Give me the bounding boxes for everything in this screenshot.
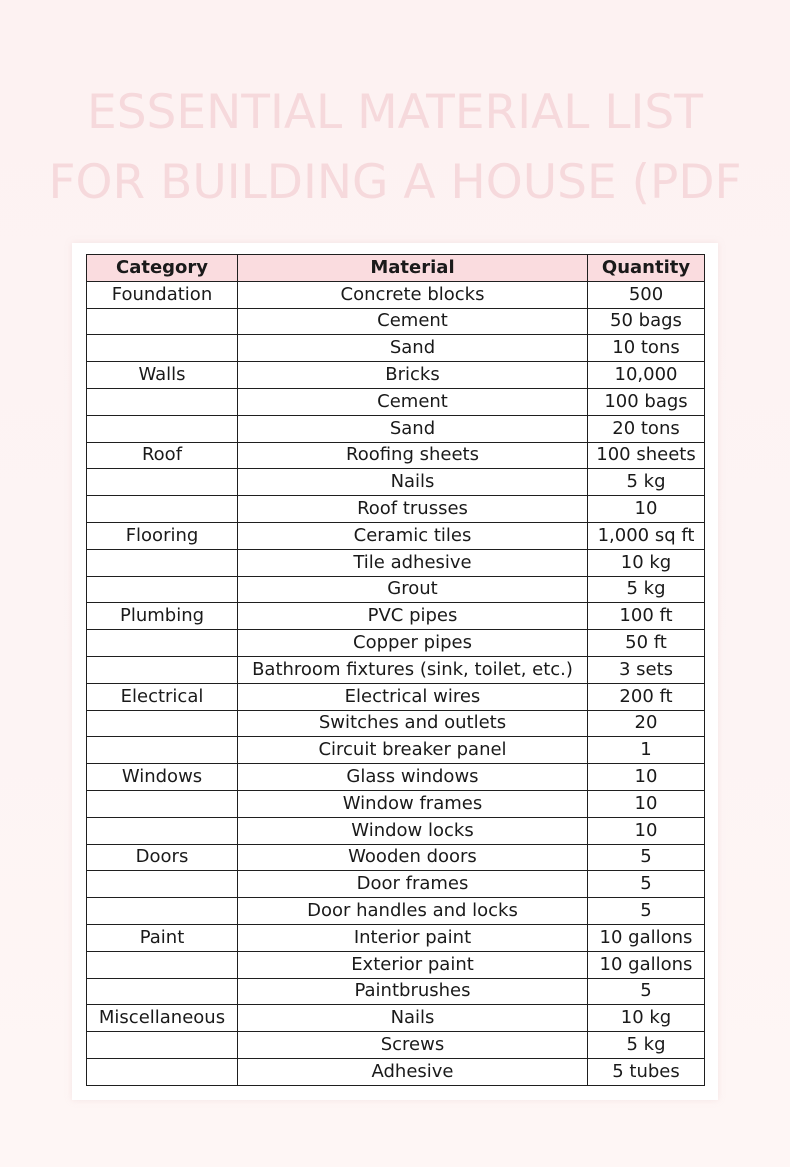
cell-quantity: 10,000 (588, 362, 705, 389)
cell-category (87, 978, 238, 1005)
cell-quantity: 200 ft (588, 683, 705, 710)
cell-quantity: 5 kg (588, 576, 705, 603)
cell-quantity: 10 gallons (588, 951, 705, 978)
material-list-table (86, 254, 705, 1086)
cell-category: Miscellaneous (87, 1005, 238, 1032)
cell-category: Flooring (87, 522, 238, 549)
cell-material: Concrete blocks (238, 281, 588, 308)
cell-category (87, 817, 238, 844)
cell-material: Grout (238, 576, 588, 603)
table-row (87, 764, 705, 791)
cell-material: Circuit breaker panel (238, 737, 588, 764)
table-row (87, 951, 705, 978)
cell-quantity: 3 sets (588, 656, 705, 683)
cell-quantity: 50 ft (588, 630, 705, 657)
cell-category (87, 898, 238, 925)
cell-quantity: 100 bags (588, 388, 705, 415)
cell-material: PVC pipes (238, 603, 588, 630)
table-row (87, 308, 705, 335)
cell-quantity: 10 (588, 790, 705, 817)
cell-quantity: 1 (588, 737, 705, 764)
cell-material: Window frames (238, 790, 588, 817)
cell-quantity: 20 tons (588, 415, 705, 442)
cell-category: Paint (87, 924, 238, 951)
cell-category (87, 630, 238, 657)
cell-material: Nails (238, 469, 588, 496)
cell-material: Electrical wires (238, 683, 588, 710)
cell-material: Paintbrushes (238, 978, 588, 1005)
cell-quantity: 10 (588, 764, 705, 791)
cell-category: Plumbing (87, 603, 238, 630)
cell-category (87, 656, 238, 683)
cell-category (87, 335, 238, 362)
cell-category (87, 469, 238, 496)
cell-quantity: 5 (588, 844, 705, 871)
cell-category (87, 549, 238, 576)
cell-material: Roofing sheets (238, 442, 588, 469)
table-row (87, 362, 705, 389)
table-row (87, 469, 705, 496)
header-category: Category (87, 255, 238, 282)
cell-material: Cement (238, 308, 588, 335)
cell-material: Nails (238, 1005, 588, 1032)
cell-material: Tile adhesive (238, 549, 588, 576)
table-row (87, 603, 705, 630)
cell-material: Sand (238, 335, 588, 362)
cell-category (87, 871, 238, 898)
cell-quantity: 5 (588, 978, 705, 1005)
table-row (87, 1058, 705, 1085)
cell-category: Foundation (87, 281, 238, 308)
table-row (87, 442, 705, 469)
cell-quantity: 10 (588, 817, 705, 844)
cell-material: Cement (238, 388, 588, 415)
table-row (87, 549, 705, 576)
cell-quantity: 5 tubes (588, 1058, 705, 1085)
table-row (87, 898, 705, 925)
table-row (87, 630, 705, 657)
cell-category: Walls (87, 362, 238, 389)
cell-category: Electrical (87, 683, 238, 710)
table-row (87, 844, 705, 871)
cell-quantity: 100 sheets (588, 442, 705, 469)
cell-quantity: 100 ft (588, 603, 705, 630)
cell-material: Glass windows (238, 764, 588, 791)
cell-category (87, 415, 238, 442)
table-row (87, 924, 705, 951)
cell-quantity: 500 (588, 281, 705, 308)
cell-material: Window locks (238, 817, 588, 844)
cell-category (87, 737, 238, 764)
cell-quantity: 5 kg (588, 1032, 705, 1059)
cell-quantity: 5 kg (588, 469, 705, 496)
table-row (87, 656, 705, 683)
cell-category (87, 951, 238, 978)
cell-material: Screws (238, 1032, 588, 1059)
cell-material: Copper pipes (238, 630, 588, 657)
cell-category (87, 1032, 238, 1059)
cell-quantity: 10 tons (588, 335, 705, 362)
cell-material: Switches and outlets (238, 710, 588, 737)
cell-category (87, 790, 238, 817)
cell-quantity: 10 kg (588, 1005, 705, 1032)
table-row (87, 576, 705, 603)
cell-category: Roof (87, 442, 238, 469)
cell-category (87, 576, 238, 603)
cell-quantity: 20 (588, 710, 705, 737)
cell-category (87, 1058, 238, 1085)
cell-material: Sand (238, 415, 588, 442)
header-row (87, 255, 705, 282)
cell-material: Interior paint (238, 924, 588, 951)
cell-quantity: 5 (588, 871, 705, 898)
title-line-1: ESSENTIAL MATERIAL LIST (87, 85, 703, 140)
table-row (87, 683, 705, 710)
table-row (87, 522, 705, 549)
cell-category (87, 496, 238, 523)
cell-material: Exterior paint (238, 951, 588, 978)
table-row (87, 817, 705, 844)
cell-material: Door frames (238, 871, 588, 898)
cell-material: Door handles and locks (238, 898, 588, 925)
cell-quantity: 10 gallons (588, 924, 705, 951)
cell-material: Adhesive (238, 1058, 588, 1085)
title-line-2: FOR BUILDING A HOUSE (PDF (48, 155, 742, 210)
cell-quantity: 10 (588, 496, 705, 523)
cell-quantity: 1,000 sq ft (588, 522, 705, 549)
header-material: Material (238, 255, 588, 282)
cell-quantity: 10 kg (588, 549, 705, 576)
table-row (87, 335, 705, 362)
document-title (0, 78, 790, 218)
cell-material: Wooden doors (238, 844, 588, 871)
table-body (87, 281, 705, 1085)
cell-category: Windows (87, 764, 238, 791)
cell-quantity: 5 (588, 898, 705, 925)
table-header (87, 255, 705, 282)
table-row (87, 790, 705, 817)
table-row (87, 1032, 705, 1059)
header-quantity: Quantity (588, 255, 705, 282)
table-row (87, 737, 705, 764)
table-row (87, 388, 705, 415)
cell-category (87, 388, 238, 415)
cell-category: Doors (87, 844, 238, 871)
cell-quantity: 50 bags (588, 308, 705, 335)
cell-material: Bathroom fixtures (sink, toilet, etc.) (238, 656, 588, 683)
cell-category (87, 710, 238, 737)
table-row (87, 496, 705, 523)
table-row (87, 1005, 705, 1032)
cell-material: Ceramic tiles (238, 522, 588, 549)
table-row (87, 978, 705, 1005)
table-row (87, 710, 705, 737)
cell-category (87, 308, 238, 335)
table-row (87, 281, 705, 308)
cell-material: Bricks (238, 362, 588, 389)
table-row (87, 415, 705, 442)
table-row (87, 871, 705, 898)
cell-material: Roof trusses (238, 496, 588, 523)
